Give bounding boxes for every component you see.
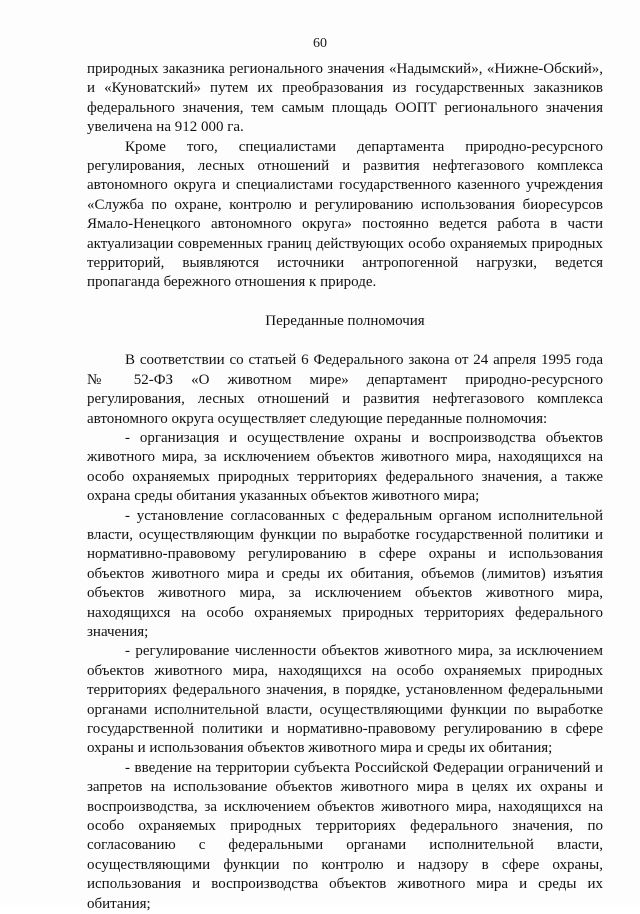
list-item: - регулирование численности объектов животного мира, за исключением объектов животного мира, находящихся на особо охраняемых природных территориях федерального значения, в порядке, установленном федеральными органами исполнительной власти, осуществляющими функции по выработке государственной политики и нормативно-правовому регулированию в сфере охраны и использования объектов животного мира и среды их обитания;: [87, 643, 603, 757]
document-body: [87, 60, 603, 914]
paragraph: В соответствии со статьей 6 Федерального закона от 24 апреля 1995 года № 52-ФЗ «О животном мире» департамент природно-ресурсного регулирования, лесных отношений и развития нефтегазового комплекса автономного округа осуществляет следующие переданные полномочия:: [87, 352, 603, 427]
paragraph: Кроме того, специалистами департамента природно-ресурсного регулирования, лесных отношений и развития нефтегазового комплекса автономного округа и специалистами государственного казенного учреждения «Служба по охране, контролю и регулированию использования биоресурсов Ямало-Ненецкого автономного округа» постоянно ведется работа в части актуализации современных границ действующих особо охраняемых природных территорий, выявляются источники антропогенной нагрузки, ведется пропаганда бережного отношения к природе.: [87, 138, 603, 291]
list-item: - организация и осуществление охраны и воспроизводства объектов животного мира, за исключением объектов животного мира, находящихся на особо охраняемых природных территориях федерального значения, а также охрана среды обитания указанных объектов животного мира;: [87, 429, 603, 505]
section-heading: Переданные полномочия: [265, 312, 425, 329]
paragraph: природных заказника регионального значения «Надымский», «Нижне-Обский», и «Куноватский» путем их преобразования из государственных заказников федерального значения, тем самым площадь ООПТ регионального значения увеличена на 912 000 га.: [87, 61, 603, 136]
list-item: - установление согласованных с федеральным органом исполнительной власти, осуществляющим функции по выработке государственной политики и нормативно-правовому регулированию в сфере охраны и использования объектов животного мира и среды их обитания, объемов (лимитов) изъятия объектов животного мира, за исключением объектов животного мира, находящихся на особо охраняемых природных территориях федерального значения;: [87, 507, 603, 640]
page-number: 60: [313, 36, 327, 51]
list-item: - введение на территории субъекта Российской Федерации ограничений и запретов на использование объектов животного мира в целях их охраны и воспроизводства, за исключением объектов животного мира, находящихся на особо охраняемых природных территориях федерального значения, по согласованию с федеральными органами исполнительной власти, осуществляющими функции по контролю и надзору в сфере охраны, использования и воспроизводства объектов животного мира и среды их обитания;: [87, 759, 603, 912]
